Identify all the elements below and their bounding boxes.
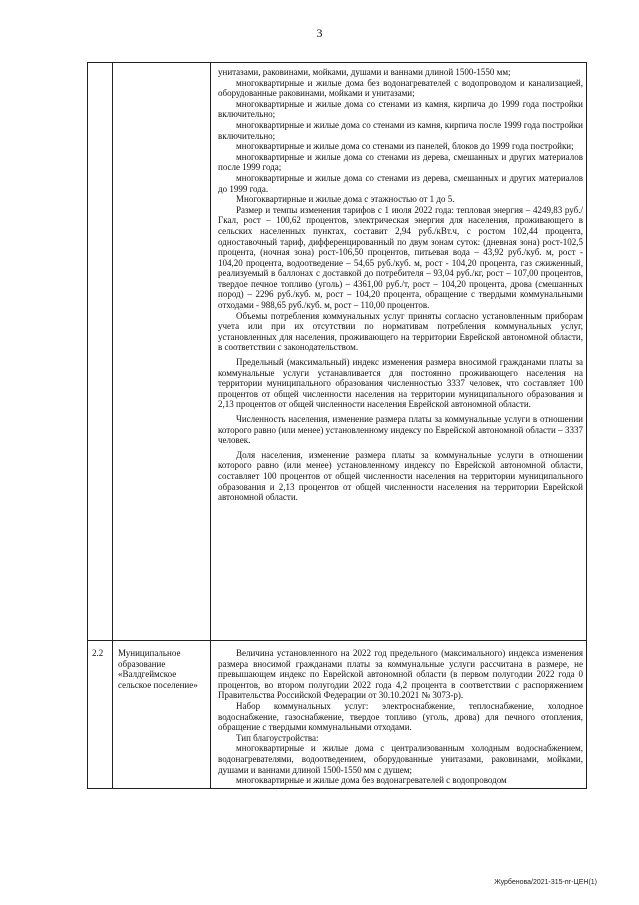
paragraph: многоквартирные и жилые дома с централизованным холодным водоснабжением, водонагревателями, водоотведением, оборудованные унитазами, раковинами, мойками, душами и ваннами длиной 1500-1550 мм с душем; <box>218 743 583 775</box>
paragraph: многоквартирные и жилые дома со стенами из панелей, блоков до 1999 года постройки; <box>236 141 574 152</box>
paragraph: Тип благоустройства: <box>236 732 319 743</box>
paragraph: унитазами, раковинами, мойками, душами и ваннами длиной 1500-1550 мм; <box>218 67 511 77</box>
row-number <box>88 63 113 641</box>
paragraph: Размер и темпы изменения тарифов с 1 июля 2022 года: тепловая энергия – 4249,83 руб./Гкал, рост – 100,62 процентов, электрическая энергия для населения, проживающего в сельских населенных пунктах, составит 2,94 руб./кВт.ч, с ростом 102,44 процента, одноставочный тариф, дифференцированный по двум зонам суток: (дневная зона) рост-102,5 процента, (ночная зона) рост-106,50 процентов, питьевая вода – 43,92 руб./куб. м, рост - 104,20 процента, водоотведение – 54,65 руб./куб. м, рост - 104,20 процента, газ сжиженный, реализуемый в баллонах с доставкой до потребителя – 93,04 руб./кг, рост – 107,00 процентов, твердое печное топливо (уголь) – 4361,00 руб./т, рост – 104,20 процента, дрова (смешанных пород) – 2296 руб./куб. м, рост – 104,20 процента, обращение с твердыми коммунальными отходами - 988,65 руб./куб. м, рост – 110,00 процентов. <box>218 204 583 311</box>
paragraph: многоквартирные и жилые дома со стенами из камня, кирпича до 1999 года постройки включительно; <box>218 98 583 120</box>
row-content <box>211 63 587 641</box>
table-row <box>88 641 587 789</box>
table-row <box>88 63 587 641</box>
paragraph: Набор коммунальных услуг: электроснабжение, теплоснабжение, холодное водоснабжение, газоснабжение, твердое топливо (уголь, дрова) для печного отопления, обращение с твердыми коммунальными отходами. <box>218 700 583 733</box>
row-number: 2.2 <box>88 641 113 789</box>
paragraph: многоквартирные и жилые дома со стенами из дерева, смешанных и других материалов до 1999 года. <box>218 172 583 194</box>
paragraph: Доля населения, изменение размера платы за коммунальные услуги в отношении которого равно (или менее) установленному индексу по Еврейской автономной области, составляет 100 процентов от общей численности населения на территории муниципального образования и 2,13 процентов от общей численности населения на территории Еврейской автономной области. <box>218 449 583 503</box>
municipality-name <box>113 63 211 641</box>
paragraph: Предельный (максимальный) индекс изменения размера вносимой гражданами платы за коммунальные услуги устанавливается для постоянно проживающего населения на территории муниципального образования численностью 3337 человек, что составляет 100 процентов от общей численности населения на территории муниципального образования и 2,13 процентов от общей численности населения Еврейской автономной области. <box>218 357 583 410</box>
paragraph: многоквартирные и жилые дома со стенами из камня, кирпича после 1999 года постройки включительно; <box>218 119 583 141</box>
paragraph: Численность населения, изменение размера платы за коммунальные услуги в отношении которого равно (или менее) установленному индексу по Еврейской автономной области – 3337 человек. <box>218 414 583 446</box>
paragraph: Многоквартирные и жилые дома с этажностью от 1 до 5. <box>236 194 455 205</box>
paragraph: Величина установленного на 2022 год предельного (максимального) индекса изменения размера вносимой гражданами платы за коммунальные услуги рассчитана в размере, не превышающем индекс по Еврейской автономной области (в первом полугодии 2022 года 0 процентов, во втором полугодии 2022 года 4,2 процента в соответствии с распоряжением Правительства Российской Федерации от 30.10.2021 № 3073-р). <box>218 648 583 701</box>
page-number: 3 <box>316 26 323 40</box>
tariff-table <box>87 62 587 789</box>
municipality-name: Муниципальное образование «Валдгеймское сельское поселение» <box>113 641 211 789</box>
paragraph: многоквартирные и жилые дома без водонагревателей с водопроводом <box>236 775 507 786</box>
paragraph: Объемы потребления коммунальных услуг приняты согласно установленным приборам учета или при их отсутствии по нормативам потребления коммунальных услуг, установленных для населения, проживающего на территории Еврейской автономной области, в соответствии с законодательством. <box>218 310 583 353</box>
document-code: Журбенова/2021-315-пг-ЦЕН(1) <box>494 879 597 886</box>
row-content <box>211 641 587 789</box>
paragraph: многоквартирные и жилые дома со стенами из дерева, смешанных и других материалов после 1999 года; <box>218 151 583 173</box>
paragraph: многоквартирные и жилые дома без водонагревателей с водопроводом и канализацией, оборудованные раковинами, мойками и унитазами; <box>218 77 583 99</box>
